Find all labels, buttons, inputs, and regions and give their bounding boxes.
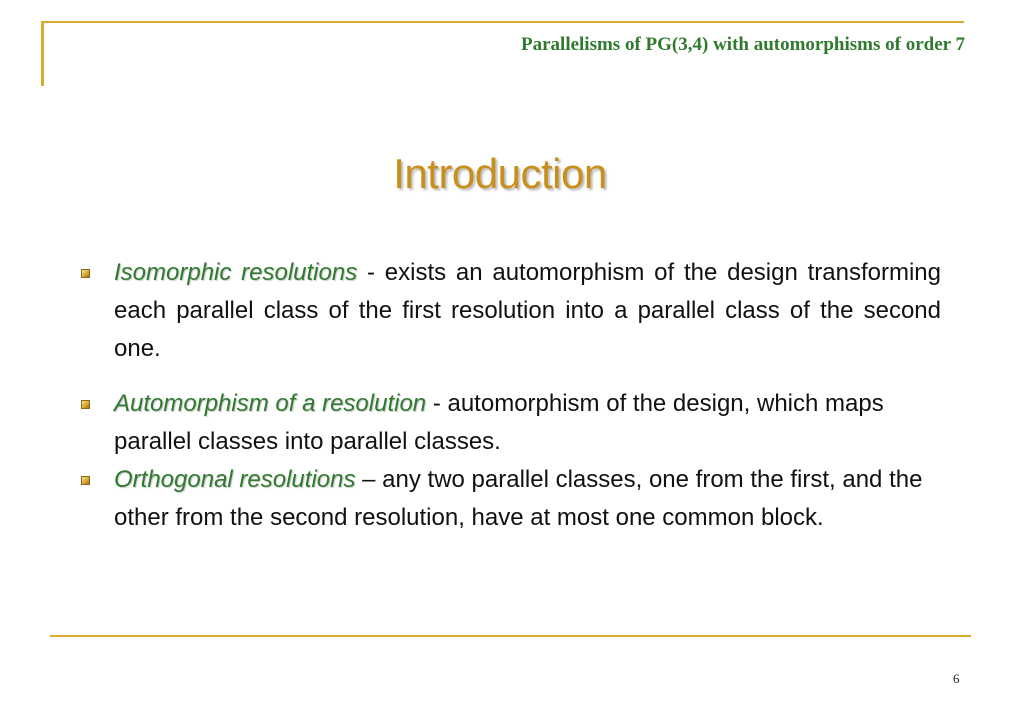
slide-title: Introduction [393, 150, 607, 197]
bullet-term: Automorphism of a resolution [114, 390, 427, 417]
page-number: 6 [953, 671, 960, 686]
header-frame-horizontal-line [41, 21, 964, 23]
gold-square-bullet-icon [81, 400, 90, 409]
bullet-list [77, 254, 941, 537]
bullet-item-isomorphic-resolutions [77, 254, 941, 368]
bullet-item-automorphism-of-a-resolution [77, 385, 926, 461]
bullet-item-orthogonal-resolutions [77, 461, 941, 537]
bullet-definition: - exists an automorphism of the design transforming each parallel class of the first resolution into a parallel class of the second one. [114, 259, 941, 362]
gold-square-bullet-icon [81, 269, 90, 278]
footer-divider [50, 635, 971, 637]
bullet-definition: – any two parallel classes, one from the first, and the other from the second resolution, have at most one common block. [114, 466, 923, 531]
presentation-title: Parallelisms of PG(3,4) with automorphisms of order 7 [521, 34, 965, 55]
bullet-term: Orthogonal resolutions [114, 466, 356, 493]
header-frame-vertical-line [41, 21, 44, 86]
bullet-definition: - automorphism of the design, which maps parallel classes into parallel classes. [114, 390, 884, 455]
bullet-term: Isomorphic resolutions [114, 259, 358, 286]
gold-square-bullet-icon [81, 476, 90, 485]
